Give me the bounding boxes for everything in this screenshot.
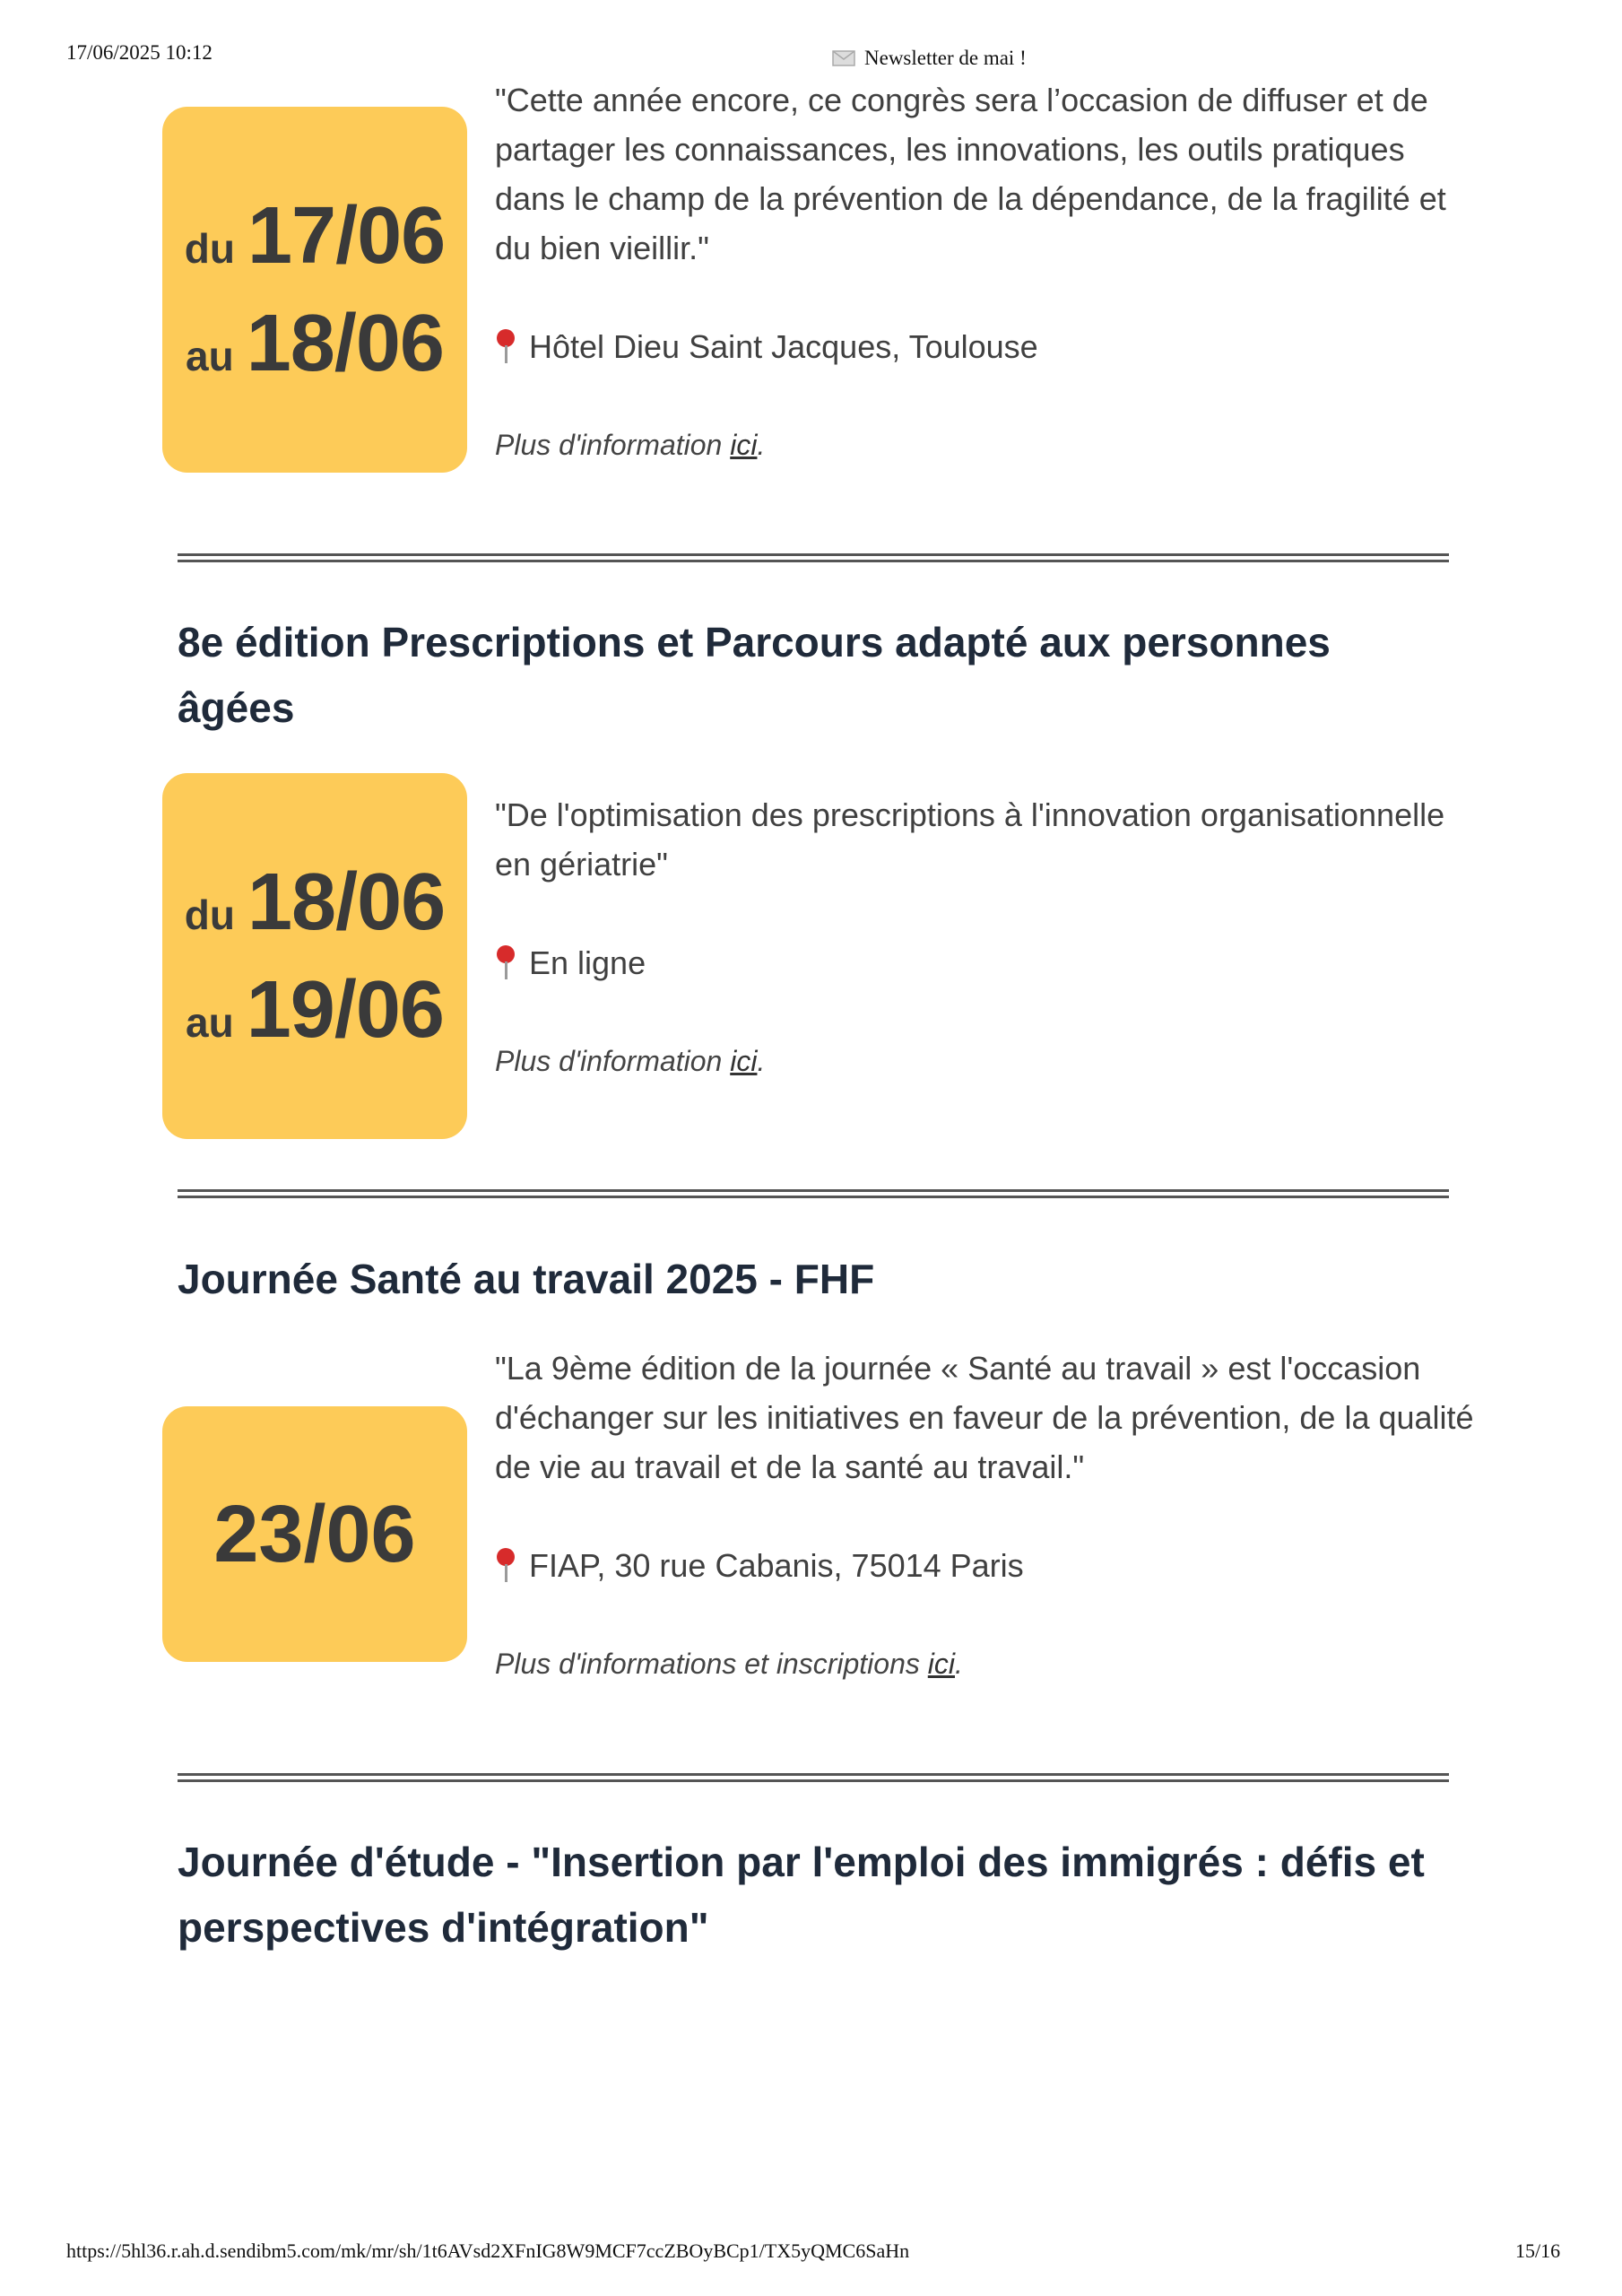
section-divider	[178, 553, 1449, 562]
event-date-box	[162, 773, 467, 1139]
date-to-prefix: au	[186, 333, 234, 379]
envelope-icon	[832, 50, 855, 66]
more-info-text: Plus d'information	[495, 1045, 731, 1077]
date-from-prefix: du	[184, 225, 235, 272]
event-title: 8e édition Prescriptions et Parcours adapté aux personnes âgées	[178, 619, 1331, 731]
event-location-text: FIAP, 30 rue Cabanis, 75014 Paris	[529, 1547, 1024, 1584]
event-date-box	[162, 107, 467, 473]
event-location	[495, 938, 1481, 987]
event-more-info	[495, 421, 1481, 470]
date-to: 19/06	[246, 965, 444, 1055]
more-info-link[interactable]: ici	[730, 1045, 758, 1077]
event-details	[495, 790, 1481, 1086]
date-from: 18/06	[247, 857, 446, 947]
section-divider	[178, 1773, 1449, 1782]
event-title: Journée Santé au travail 2025 - FHF	[178, 1256, 875, 1302]
more-info-text: Plus d'information	[495, 429, 731, 461]
location-pin-icon	[495, 329, 516, 365]
event-title: Journée d'étude - "Insertion par l'emploi des immigrés : défis et perspectives d'intégration"	[178, 1839, 1425, 1951]
location-pin-icon	[495, 1548, 516, 1584]
event-location	[495, 1541, 1481, 1590]
event-more-info	[495, 1639, 1481, 1689]
event-description: "De l'optimisation des prescriptions à l'innovation organisationnelle en gériatrie"	[495, 796, 1445, 883]
event-date-box	[162, 1406, 467, 1662]
date-to: 18/06	[246, 299, 444, 388]
date-from-prefix: du	[184, 891, 235, 938]
event-location	[495, 322, 1481, 371]
print-page-number: 15/16	[1515, 2239, 1561, 2262]
more-info-end: .	[757, 429, 766, 461]
section-divider	[178, 1189, 1449, 1198]
more-info-end: .	[757, 1045, 766, 1077]
date-from: 17/06	[247, 191, 446, 281]
event-date: 23/06	[213, 1489, 416, 1579]
more-info-link[interactable]: ici	[730, 429, 758, 461]
event-description: "Cette année encore, ce congrès sera l’occasion de diffuser et de partager les connaissances, les innovations, les outils pratiques dans le champ de la prévention de la dépendance, de la fragilité et du bien vieillir."	[495, 82, 1446, 266]
event-location-text: En ligne	[529, 944, 646, 981]
event-location-text: Hôtel Dieu Saint Jacques, Toulouse	[529, 328, 1038, 365]
date-to-prefix: au	[186, 999, 234, 1046]
print-title-text: Newsletter de mai !	[864, 47, 1027, 69]
print-title	[832, 47, 1027, 70]
event-details	[495, 1344, 1481, 1689]
location-pin-icon	[495, 945, 516, 981]
more-info-link[interactable]: ici	[927, 1648, 955, 1680]
event-more-info	[495, 1037, 1481, 1086]
event-details	[495, 75, 1481, 470]
print-url: https://5hl36.r.ah.d.sendibm5.com/mk/mr/sh/1t6AVsd2XFnIG8W9MCF7ccZBOyBCp1/TX5yQMC6SaHn	[66, 2239, 910, 2262]
more-info-end: .	[954, 1648, 963, 1680]
more-info-text: Plus d'informations et inscriptions	[495, 1648, 928, 1680]
print-datetime: 17/06/2025 10:12	[66, 41, 213, 64]
event-description: "La 9ème édition de la journée « Santé au travail » est l'occasion d'échanger sur les initiatives en faveur de la prévention, de la qualité de vie au travail et de la santé au travail."	[495, 1350, 1474, 1485]
